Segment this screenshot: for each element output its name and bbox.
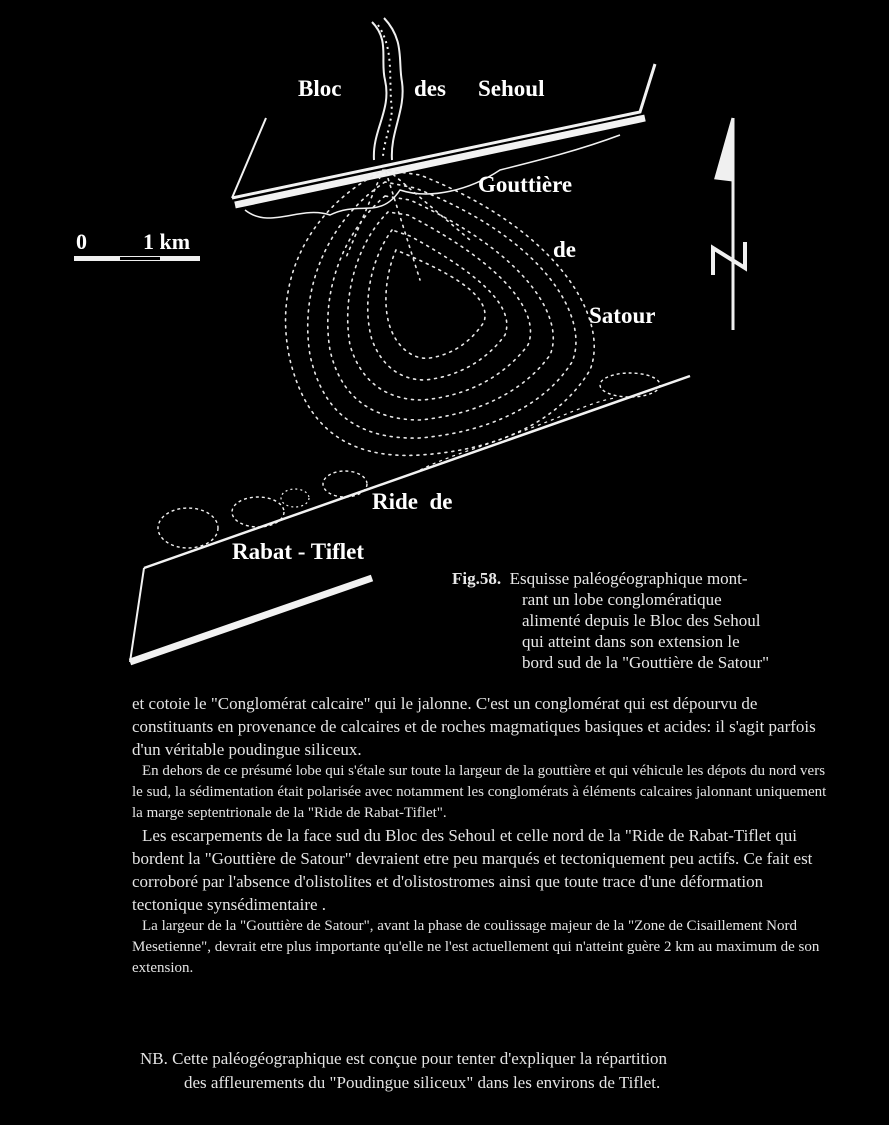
body-text	[132, 692, 832, 979]
label-satour: Satour	[589, 303, 656, 328]
scale-start-label: 0	[76, 229, 87, 254]
feeder-channel	[372, 18, 403, 160]
caption-line-4: qui atteint dans son extension le	[522, 632, 740, 651]
label-sehoul: Sehoul	[478, 76, 545, 101]
paragraph-2: En dehors de ce présumé lobe qui s'étale sur toute la largeur de la gouttière et qui véhicule les dépots du nord vers le sud, la sédimentation était polarisée avec notamment les conglomérats à éléments calcaires jalonnant uniquement la marge septentrionale de la "Ride de Rabat-Tiflet".	[132, 763, 827, 821]
north-label	[716, 246, 717, 247]
label-ride-de: Ride de	[372, 489, 453, 514]
paragraph-1: et cotoie le "Conglomérat calcaire" qui le jalonne. C'est un conglomérat qui est dépourvu de constituants en provenance de calcaires et de roches magmatiques basiques et acides: il s'agit parfois d'un véritable poudingue siliceux.	[132, 694, 816, 759]
label-gouttiere: Gouttière	[478, 172, 573, 197]
label-des: des	[414, 76, 446, 101]
label-de: de	[553, 237, 576, 262]
scale-bar-icon	[74, 256, 200, 261]
caption-line-1: Esquisse paléogéographique mont-	[509, 569, 748, 588]
figure-caption	[452, 568, 769, 673]
paragraph-4: La largeur de la "Gouttière de Satour", avant la phase de coulissage majeur de la "Zone de Cisaillement Nord Mesetienne", devrait etre plus importante qu'elle ne l'est actuellement qui n'atteint guère 2 km au maximum de son extension.	[132, 918, 820, 976]
conglomerate-lobe-icon	[286, 170, 595, 455]
north-arrow-icon	[713, 118, 745, 330]
label-rabat-tiflet: Rabat - Tiflet	[232, 539, 365, 564]
caption-line-5: bord sud de la "Gouttière de Satour"	[522, 653, 770, 672]
caption-line-3: alimenté depuis le Bloc des Sehoul	[522, 611, 761, 630]
nb-line-2: des affleurements du "Poudingue siliceux" dans les environs de Tiflet.	[184, 1073, 661, 1092]
paragraph-3: Les escarpements de la face sud du Bloc des Sehoul et celle nord de la "Ride de Rabat-Tiflet qui bordent la "Gouttière de Satour" devraient etre peu marqués et tectoniquement peu actifs. Ce fait est corroboré par l'absence d'olistolites et d'olistostromes ainsi que toute trace d'une déformation tectonique synsédimentaire .	[132, 826, 813, 914]
scale-end-label: 1 km	[143, 229, 191, 254]
nb-line-1: NB. Cette paléogéographique est conçue pour tenter d'expliquer la répartition	[140, 1049, 668, 1068]
caption-line-2: rant un lobe conglomératique	[522, 590, 722, 609]
fig-label: Fig.58.	[452, 569, 502, 588]
nb-note	[140, 1047, 667, 1095]
label-bloc: Bloc	[298, 76, 342, 101]
